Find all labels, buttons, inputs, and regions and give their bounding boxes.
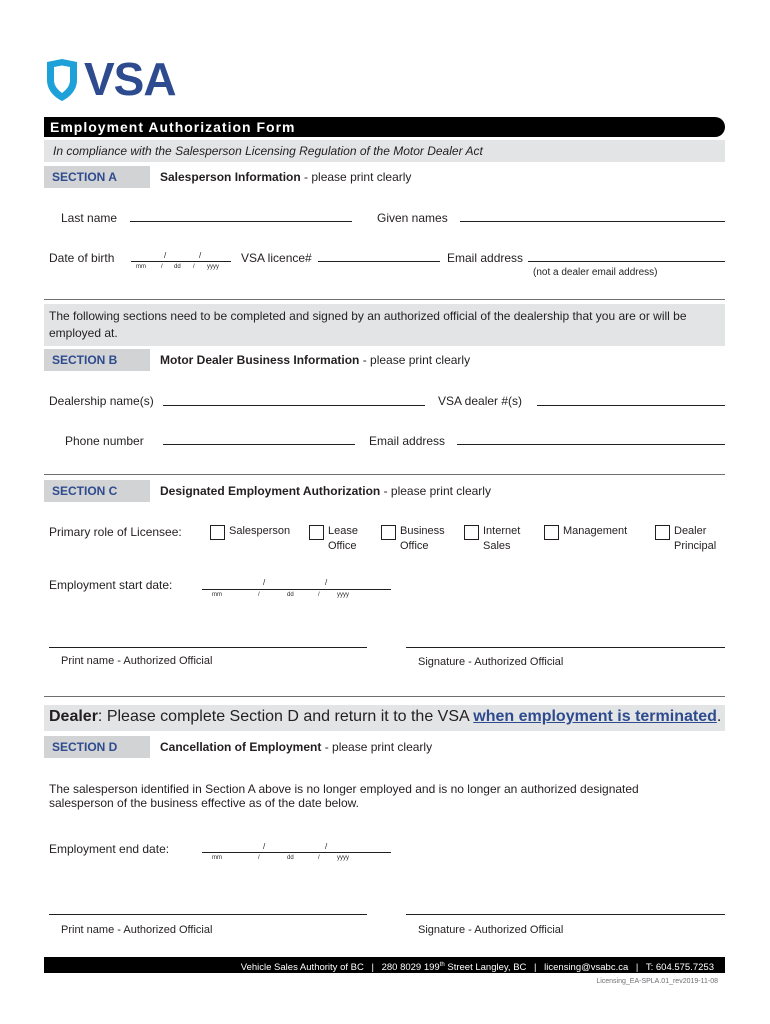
end-date-label: Employment end date: — [49, 842, 170, 856]
section-a-heading: Salesperson Information - please print clearly — [160, 170, 412, 184]
primary-role-label: Primary role of Licensee: — [49, 525, 182, 539]
section-divider — [44, 696, 725, 697]
form-title-bar — [44, 117, 725, 137]
date-slash: / — [199, 251, 202, 260]
signature-label-d: Signature - Authorized Official — [418, 924, 564, 936]
signature-label-c: Signature - Authorized Official — [418, 656, 564, 668]
footer-separator: | — [371, 962, 374, 974]
role-salesperson-checkbox[interactable] — [210, 525, 225, 540]
vsa-dealer-label: VSA dealer #(s) — [438, 394, 523, 408]
date-slash: / — [161, 264, 163, 270]
last-name-field[interactable] — [130, 221, 352, 222]
section-b-heading: Motor Dealer Business Information - please print clearly — [160, 353, 471, 367]
email-address-field[interactable] — [528, 261, 725, 262]
dob-mm-hint: mm — [136, 264, 146, 270]
date-slash: / — [318, 592, 320, 598]
notice-text: The following sections need to be completed and signed by an authorized official of the dealership that you are or will be employed at. — [49, 309, 687, 340]
dealer-email-field[interactable] — [457, 444, 725, 445]
end-dd-hint: dd — [287, 855, 294, 861]
vsa-licence-field[interactable] — [318, 261, 440, 262]
dob-yyyy-hint: yyyy — [207, 264, 219, 270]
section-a-label: SECTION A — [44, 166, 150, 188]
print-name-field-c[interactable] — [49, 647, 367, 648]
dealership-names-label: Dealership name(s) — [49, 394, 154, 408]
footer-separator: | — [635, 962, 639, 974]
date-slash: / — [263, 578, 266, 587]
start-mm-hint: mm — [212, 592, 222, 598]
signature-field-c[interactable] — [406, 647, 725, 648]
section-c-heading: Designated Employment Authorization - please print clearly — [160, 484, 491, 498]
last-name-label: Last name — [61, 211, 118, 225]
end-yyyy-hint: yyyy — [337, 855, 349, 861]
phone-number-label: Phone number — [65, 434, 144, 448]
cancellation-statement-line1: The salesperson identified in Section A above is no longer employed and is no longer an authorized designated — [49, 782, 639, 796]
end-date-field[interactable] — [202, 852, 391, 853]
dealer-notice: Dealer: Please complete Section D and return it to the VSA when employment is terminated. — [49, 708, 722, 725]
dealership-names-field[interactable] — [163, 405, 425, 406]
role-business-office-label: Business Office — [400, 525, 445, 552]
email-address-label: Email address — [447, 251, 524, 265]
date-slash: / — [325, 578, 328, 587]
role-dealer-principal-checkbox[interactable] — [655, 525, 670, 540]
given-names-field[interactable] — [460, 221, 725, 222]
role-internet-sales-label: Internet Sales — [483, 525, 521, 552]
vsa-dealer-field[interactable] — [537, 405, 725, 406]
dob-dd-hint: dd — [174, 264, 181, 270]
footer-org: Vehicle Sales Authority of BC — [240, 962, 364, 974]
cancellation-statement-line2: salesperson of the business effective as of the date below. — [49, 796, 359, 810]
date-slash: / — [325, 842, 328, 851]
role-business-office-checkbox[interactable] — [381, 525, 396, 540]
section-d-label: SECTION D — [44, 736, 150, 758]
vsa-logo — [44, 53, 204, 105]
date-of-birth-label: Date of birth — [49, 251, 115, 265]
form-subtitle: In compliance with the Salesperson Licensing Regulation of the Motor Dealer Act — [53, 144, 483, 158]
end-mm-hint: mm — [212, 855, 222, 861]
role-dealer-principal-label: Dealer Principal — [674, 525, 717, 552]
form-code: Licensing_EA-SPLA.01_rev2019-11-08 — [596, 978, 718, 985]
date-slash: / — [258, 855, 260, 861]
footer-email: licensing@vsabc.ca — [544, 962, 629, 974]
phone-number-field[interactable] — [163, 444, 355, 445]
print-name-field-d[interactable] — [49, 914, 367, 915]
vsa-licence-label: VSA licence# — [241, 251, 312, 265]
start-dd-hint: dd — [287, 592, 294, 598]
section-d-heading: Cancellation of Employment - please print clearly — [160, 740, 433, 754]
section-divider — [44, 474, 725, 475]
footer-contact — [241, 957, 714, 973]
date-slash: / — [164, 251, 167, 260]
role-management-checkbox[interactable] — [544, 525, 559, 540]
role-salesperson-label: Salesperson — [229, 525, 291, 537]
date-slash: / — [263, 842, 266, 851]
given-names-label: Given names — [377, 211, 448, 225]
date-slash: / — [318, 855, 320, 861]
role-lease-office-checkbox[interactable] — [309, 525, 324, 540]
logo-text: VSA — [84, 53, 176, 105]
section-b-label: SECTION B — [44, 349, 150, 371]
date-of-birth-field[interactable] — [131, 261, 231, 262]
footer-address: 280 8029 199th Street Langley, BC — [381, 962, 527, 974]
role-management-label: Management — [563, 525, 628, 537]
date-slash: / — [193, 264, 195, 270]
dealer-email-label: Email address — [369, 434, 446, 448]
footer-separator: | — [534, 962, 537, 974]
signature-field-d[interactable] — [406, 914, 725, 915]
start-yyyy-hint: yyyy — [337, 592, 349, 598]
form-title: Employment Authorization Form — [50, 119, 296, 135]
start-date-field[interactable] — [202, 589, 391, 590]
print-name-label-c: Print name - Authorized Official — [61, 655, 213, 667]
start-date-label: Employment start date: — [49, 578, 173, 592]
section-c-label: SECTION C — [44, 480, 150, 502]
email-note: (not a dealer email address) — [533, 267, 658, 278]
shield-icon — [44, 58, 80, 102]
footer-phone: T: 604.575.7253 — [645, 962, 714, 974]
section-divider — [44, 299, 725, 300]
date-slash: / — [258, 592, 260, 598]
role-internet-sales-checkbox[interactable] — [464, 525, 479, 540]
print-name-label-d: Print name - Authorized Official — [61, 924, 213, 936]
dealer-notice-emphasis: when employment is terminated — [473, 708, 717, 725]
role-lease-office-label: Lease Office — [328, 525, 358, 552]
